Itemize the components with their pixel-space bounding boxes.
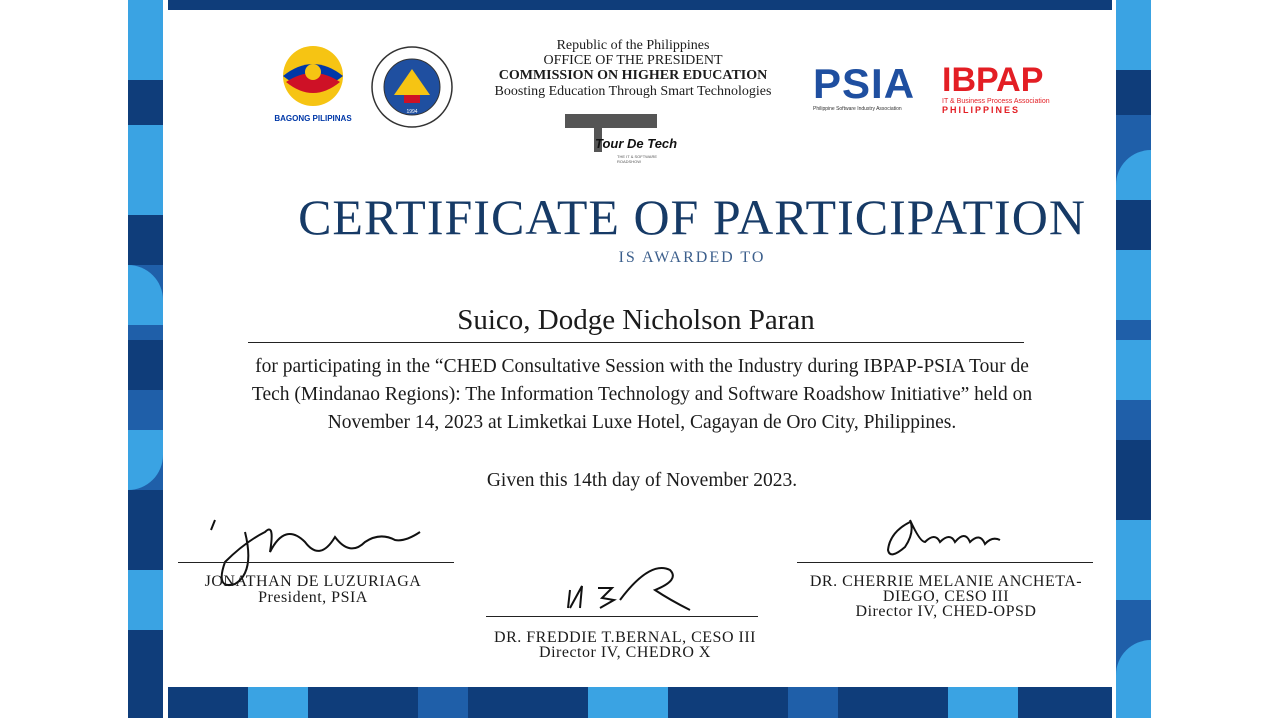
signature-line-3 bbox=[797, 562, 1093, 563]
description-line-1: for participating in the “CHED Consultative Session with the Industry during IBPAP-PSIA Tour de bbox=[255, 356, 1029, 377]
psia-label: PSIA bbox=[813, 60, 916, 107]
description-line-3: November 14, 2023 at Limketkai Luxe Hotel, Cagayan de Oro City, Philippines. bbox=[327, 412, 957, 433]
description-line-2: Tech (Mindanao Regions): The Information Technology and Software Roadshow Initiative” held on bbox=[251, 384, 1033, 405]
bagong-pilipinas-logo bbox=[268, 42, 358, 122]
header-republic: Republic of the Philippines bbox=[556, 38, 710, 53]
header-tagline: Boosting Education Through Smart Technologies bbox=[494, 84, 772, 99]
signature-line-1 bbox=[178, 562, 454, 563]
signatory-3-name-cont: DIEGO, CESO III bbox=[882, 588, 1010, 605]
header-office: OFFICE OF THE PRESIDENT bbox=[543, 53, 723, 68]
certificate-description bbox=[218, 353, 1066, 437]
tour-de-tech-subtitle: THE IT & SOFTWARE ROADSHOW bbox=[617, 154, 658, 164]
right-decorative-border bbox=[1116, 0, 1151, 718]
certificate-title: CERTIFICATE OF PARTICIPATION bbox=[298, 189, 1086, 245]
signatory-1-title: President, PSIA bbox=[258, 589, 368, 606]
recipient-underline bbox=[248, 342, 1024, 343]
signature-ancheta-diego bbox=[880, 512, 1010, 562]
signatory-3-name: DR. CHERRIE MELANIE ANCHETA- bbox=[809, 573, 1083, 590]
signatory-1-name: JONATHAN DE LUZURIAGA bbox=[204, 573, 422, 590]
signatory-2-title: Director IV, CHEDRO X bbox=[539, 644, 711, 661]
top-decorative-band bbox=[168, 0, 1112, 10]
header-ched: COMMISSION ON HIGHER EDUCATION bbox=[498, 68, 768, 83]
signature-line-2 bbox=[486, 616, 758, 617]
signatory-3-title: Director IV, CHED-OPSD bbox=[855, 603, 1037, 620]
ched-seal-year: 1994 bbox=[406, 109, 418, 115]
ibpap-subtitle: IT & Business Process Association bbox=[942, 98, 1050, 105]
bottom-decorative-band bbox=[168, 687, 1112, 718]
ibpap-country: PHILIPPINES bbox=[942, 105, 1021, 115]
recipient-name: Suico, Dodge Nicholson Paran bbox=[457, 304, 815, 336]
signature-bernal bbox=[560, 560, 700, 616]
ibpap-label: IBPAP bbox=[942, 61, 1044, 99]
tour-de-tech-title: Tour De Tech bbox=[595, 136, 678, 151]
given-date: Given this 14th day of November 2023. bbox=[486, 470, 798, 491]
signatory-2-name: DR. FREDDIE T.BERNAL, CESO III bbox=[494, 629, 756, 646]
tour-de-tech-logo bbox=[565, 114, 705, 170]
bagong-pilipinas-label: BAGONG PILIPINAS bbox=[274, 114, 352, 123]
psia-subtitle: Philippine Software Industry Association bbox=[813, 106, 902, 112]
awarded-to-label: IS AWARDED TO bbox=[618, 249, 766, 266]
psia-logo bbox=[813, 62, 933, 117]
ibpap-logo bbox=[942, 62, 1064, 120]
left-decorative-border bbox=[128, 0, 163, 718]
ched-seal-logo bbox=[370, 45, 454, 129]
